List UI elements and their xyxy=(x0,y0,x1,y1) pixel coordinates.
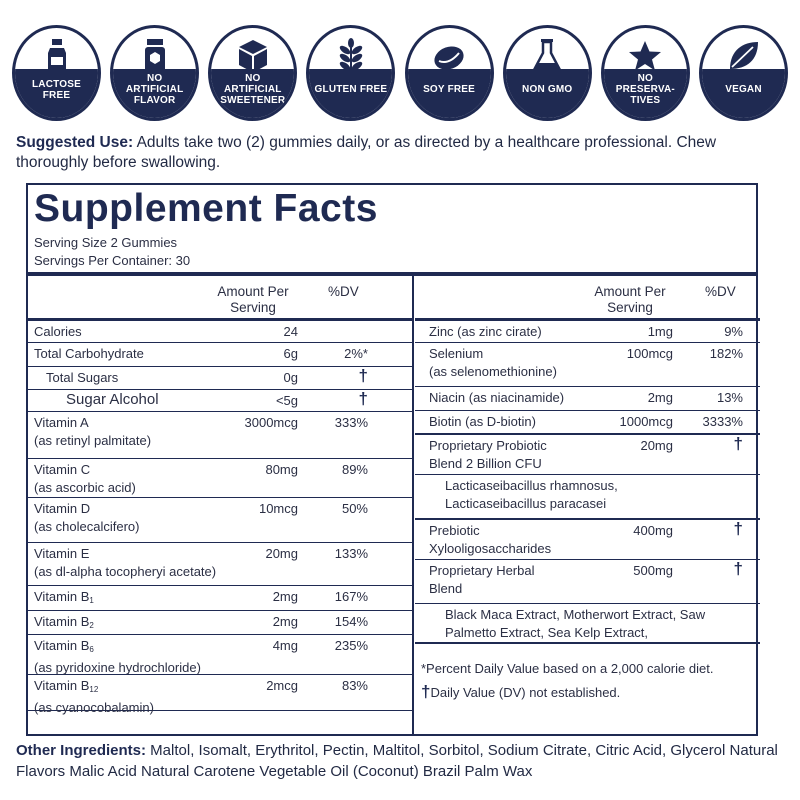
nutrient-amount: 1000mcg xyxy=(619,414,673,429)
nutrient-name-line: Proprietary Herbal xyxy=(429,563,535,578)
badge-lactose-free xyxy=(12,25,101,121)
nutrient-name-line: Vitamin E xyxy=(34,546,90,561)
nutrient-amount: 2mg xyxy=(272,614,298,629)
supplement-facts-panel xyxy=(26,183,758,736)
suggested-use-text: Adults take two (2) gummies daily, or as directed by a healthcare professional. Chew thoroughly before swallowing. xyxy=(16,134,717,171)
wheat-icon xyxy=(331,36,371,74)
soybean-icon xyxy=(429,36,469,74)
nutrient-subscript: 12 xyxy=(89,685,99,694)
nutrient-amount: 24 xyxy=(283,324,298,339)
nutrient-name-line: (as selenomethionine) xyxy=(429,364,557,379)
nutrient-name-line: (as retinyl palmitate) xyxy=(34,433,152,448)
nutrient-name-line: Biotin (as D-biotin) xyxy=(429,414,536,429)
badge-label: NO PRESERVA-TIVES xyxy=(615,73,675,107)
nutrient-name-line: Lacticaseibacillus rhamnosus, xyxy=(445,478,618,493)
nutrient-amount: 20mg xyxy=(640,438,673,453)
facts-row xyxy=(415,321,760,343)
column-header xyxy=(28,276,412,318)
header-dv: %DV xyxy=(705,284,736,299)
nutrient-name xyxy=(46,369,118,387)
nutrient-name-line: Black Maca Extract, Motherwort Extract, Saw xyxy=(445,607,706,622)
facts-row xyxy=(415,343,760,387)
bottle-icon xyxy=(37,36,77,74)
badge-no-artificial-flavor xyxy=(110,25,199,121)
nutrient-amount: 4mg xyxy=(272,638,298,653)
nutrient-name-line: (as dl-alpha tocopheryi acetate) xyxy=(34,564,217,579)
nutrient-dv: 83% xyxy=(341,678,368,693)
nutrient-name-line: Vitamin B xyxy=(34,638,90,653)
facts-row xyxy=(28,412,412,459)
badge-no-preservatives xyxy=(601,25,690,121)
nutrient-dv: 3333% xyxy=(702,414,743,429)
nutrient-name xyxy=(34,414,151,450)
star-icon xyxy=(625,36,665,74)
nutrient-dv: 9% xyxy=(724,324,743,339)
nutrient-dv: 182% xyxy=(709,346,743,361)
footnote-dagger xyxy=(421,683,620,702)
badge-gluten-free xyxy=(306,25,395,121)
badge-label: GLUTEN FREE xyxy=(314,84,388,96)
nutrient-name xyxy=(445,477,618,513)
nutrient-name xyxy=(34,500,140,536)
footnote-percent-dv: *Percent Daily Value based on a 2,000 calorie diet. xyxy=(421,661,714,676)
nutrient-name xyxy=(34,588,94,610)
header-amount: Amount Per Serving xyxy=(217,284,289,315)
suggested-use xyxy=(16,133,786,173)
badge-row xyxy=(12,25,788,121)
badge-label: VEGAN xyxy=(725,84,762,96)
facts-left-column xyxy=(28,276,412,734)
nutrient-dv: † xyxy=(358,389,368,408)
badge-label: NO ARTIFICIAL SWEETENER xyxy=(220,73,286,107)
facts-row xyxy=(28,543,412,586)
facts-row xyxy=(28,586,412,611)
nutrient-dv: † xyxy=(733,559,743,578)
nutrient-dv: 13% xyxy=(716,390,743,405)
serving-size: Serving Size 2 Gummies xyxy=(34,235,178,250)
nutrient-name-line: Niacin (as niacinamide) xyxy=(429,390,565,405)
nutrient-name-line: Sugar Alcohol xyxy=(66,391,159,408)
nutrient-name-line: Vitamin B xyxy=(34,614,90,629)
header-amount: Amount Per Serving xyxy=(594,284,666,315)
nutrient-amount: <5g xyxy=(275,393,298,408)
nutrient-amount: 3000mcg xyxy=(244,415,298,430)
nutrient-dv: 2%* xyxy=(344,346,368,361)
serving-info xyxy=(34,234,190,270)
nutrient-name xyxy=(429,437,547,473)
column-divider xyxy=(412,276,414,734)
badge-non-gmo xyxy=(503,25,592,121)
nutrient-name xyxy=(429,389,564,407)
facts-row xyxy=(28,498,412,543)
facts-row xyxy=(415,560,760,604)
nutrient-name xyxy=(34,677,154,717)
suggested-use-heading: Suggested Use: xyxy=(16,134,134,151)
nutrient-name-line: Xylooligosaccharides xyxy=(429,541,552,556)
nutrient-name-line: Zinc (as zinc cirate) xyxy=(429,324,542,339)
nutrient-dv: 89% xyxy=(341,462,368,477)
nutrient-name-line: Vitamin B xyxy=(34,678,90,693)
nutrient-name-line: Vitamin D xyxy=(34,501,91,516)
nutrient-amount: 10mcg xyxy=(258,501,298,516)
nutrient-name-line: Blend xyxy=(429,581,463,596)
badge-label: NON GMO xyxy=(522,84,573,96)
nutrient-name-line: Blend 2 Billion CFU xyxy=(429,456,542,471)
nutrient-name-line: (as ascorbic acid) xyxy=(34,480,136,495)
facts-row xyxy=(415,387,760,411)
nutrient-amount: 400mg xyxy=(633,523,673,538)
nutrient-name-line: Lacticaseibacillus paracasei xyxy=(445,496,607,511)
nutrient-dv: 133% xyxy=(334,546,368,561)
nutrient-name-line: (as cyanocobalamin) xyxy=(34,700,154,715)
nutrient-name xyxy=(429,562,535,598)
facts-row xyxy=(28,635,412,675)
column-header xyxy=(415,276,760,318)
nutrient-name-line: Total Sugars xyxy=(46,370,119,385)
nutrient-name-line: (as pyridoxine hydrochloride) xyxy=(34,660,201,675)
nutrient-amount: 1mg xyxy=(647,324,673,339)
other-ingredients-text: Maltol, Isomalt, Erythritol, Pectin, Maltitol, Sorbitol, Sodium Citrate, Citric Acid, Glycerol Natural Flavors Malic Acid Natural Carotene Vegetable Oil (Coconut) Brazil Palm Wax xyxy=(16,742,778,780)
nutrient-amount: 2mg xyxy=(272,589,298,604)
nutrient-name xyxy=(429,345,557,381)
nutrient-name-line: Calories xyxy=(34,324,82,339)
facts-row xyxy=(415,475,760,520)
badge-label: SOY FREE xyxy=(423,84,476,96)
nutrient-amount: 2mcg xyxy=(266,678,298,693)
facts-row xyxy=(415,435,760,475)
nutrient-subscript: 6 xyxy=(89,645,94,654)
nutrient-dv: † xyxy=(733,519,743,538)
nutrient-name-line: Total Carbohydrate xyxy=(34,346,144,361)
dagger-icon: † xyxy=(421,682,431,701)
facts-row xyxy=(28,367,412,390)
nutrient-amount: 2mg xyxy=(647,390,673,405)
nutrient-name xyxy=(34,461,136,497)
nutrient-name xyxy=(34,323,82,341)
nutrient-amount: 6g xyxy=(283,346,298,361)
nutrient-dv: 235% xyxy=(334,638,368,653)
cube-icon xyxy=(233,36,273,74)
footnote-dagger-text: Daily Value (DV) not established. xyxy=(430,685,621,700)
nutrient-name-line: Proprietary Probiotic xyxy=(429,438,547,453)
nutrient-name xyxy=(66,391,159,409)
nutrient-subscript: 2 xyxy=(89,621,94,630)
nutrient-name xyxy=(429,413,536,431)
nutrient-name-line: Palmetto Extract, Sea Kelp Extract, xyxy=(445,625,649,640)
facts-row xyxy=(28,675,412,715)
nutrient-name-line: Prebiotic xyxy=(429,523,480,538)
nutrient-amount: 80mg xyxy=(265,462,298,477)
badge-label: NO ARTIFICIAL FLAVOR xyxy=(125,73,184,107)
nutrient-name xyxy=(34,613,94,635)
header-dv: %DV xyxy=(328,284,359,299)
other-ingredients xyxy=(16,740,791,782)
facts-row xyxy=(28,343,412,367)
facts-row xyxy=(415,520,760,560)
facts-row xyxy=(28,390,412,412)
facts-row xyxy=(28,459,412,498)
nutrient-name-line: Vitamin C xyxy=(34,462,91,477)
nutrient-name xyxy=(34,545,216,581)
nutrient-dv: 167% xyxy=(334,589,368,604)
other-ingredients-heading: Other Ingredients: xyxy=(16,742,147,759)
flask-icon xyxy=(527,36,567,74)
facts-row xyxy=(28,611,412,635)
facts-title: Supplement Facts xyxy=(34,187,378,230)
nutrient-name xyxy=(429,522,551,558)
nutrient-name xyxy=(34,637,201,677)
nutrient-name xyxy=(429,323,542,341)
nutrient-name-line: Vitamin A xyxy=(34,415,89,430)
nutrient-amount: 0g xyxy=(283,370,298,385)
nutrient-name-line: (as cholecalcifero) xyxy=(34,519,140,534)
nutrient-dv: † xyxy=(733,434,743,453)
nutrient-name-line: Selenium xyxy=(429,346,484,361)
nutrient-dv: 154% xyxy=(334,614,368,629)
nutrient-amount: 500mg xyxy=(633,563,673,578)
nutrient-name xyxy=(445,606,705,642)
jar-icon xyxy=(135,36,175,74)
facts-row xyxy=(415,604,760,644)
facts-right-column xyxy=(415,276,760,734)
nutrient-subscript: 1 xyxy=(89,596,94,605)
nutrient-amount: 100mcg xyxy=(626,346,673,361)
badge-no-artificial-sweetener xyxy=(208,25,297,121)
nutrient-name xyxy=(34,345,144,363)
facts-row xyxy=(415,411,760,435)
nutrient-dv: † xyxy=(358,366,368,385)
facts-row xyxy=(28,321,412,343)
leaf-icon xyxy=(723,36,763,74)
nutrient-dv: 50% xyxy=(341,501,368,516)
servings-per-container: Servings Per Container: 30 xyxy=(34,253,191,268)
badge-vegan xyxy=(699,25,788,121)
badge-soy-free xyxy=(405,25,494,121)
nutrient-amount: 20mg xyxy=(265,546,298,561)
nutrient-dv: 333% xyxy=(334,415,368,430)
nutrient-name-line: Vitamin B xyxy=(34,589,90,604)
badge-label: LACTOSE FREE xyxy=(32,78,81,101)
